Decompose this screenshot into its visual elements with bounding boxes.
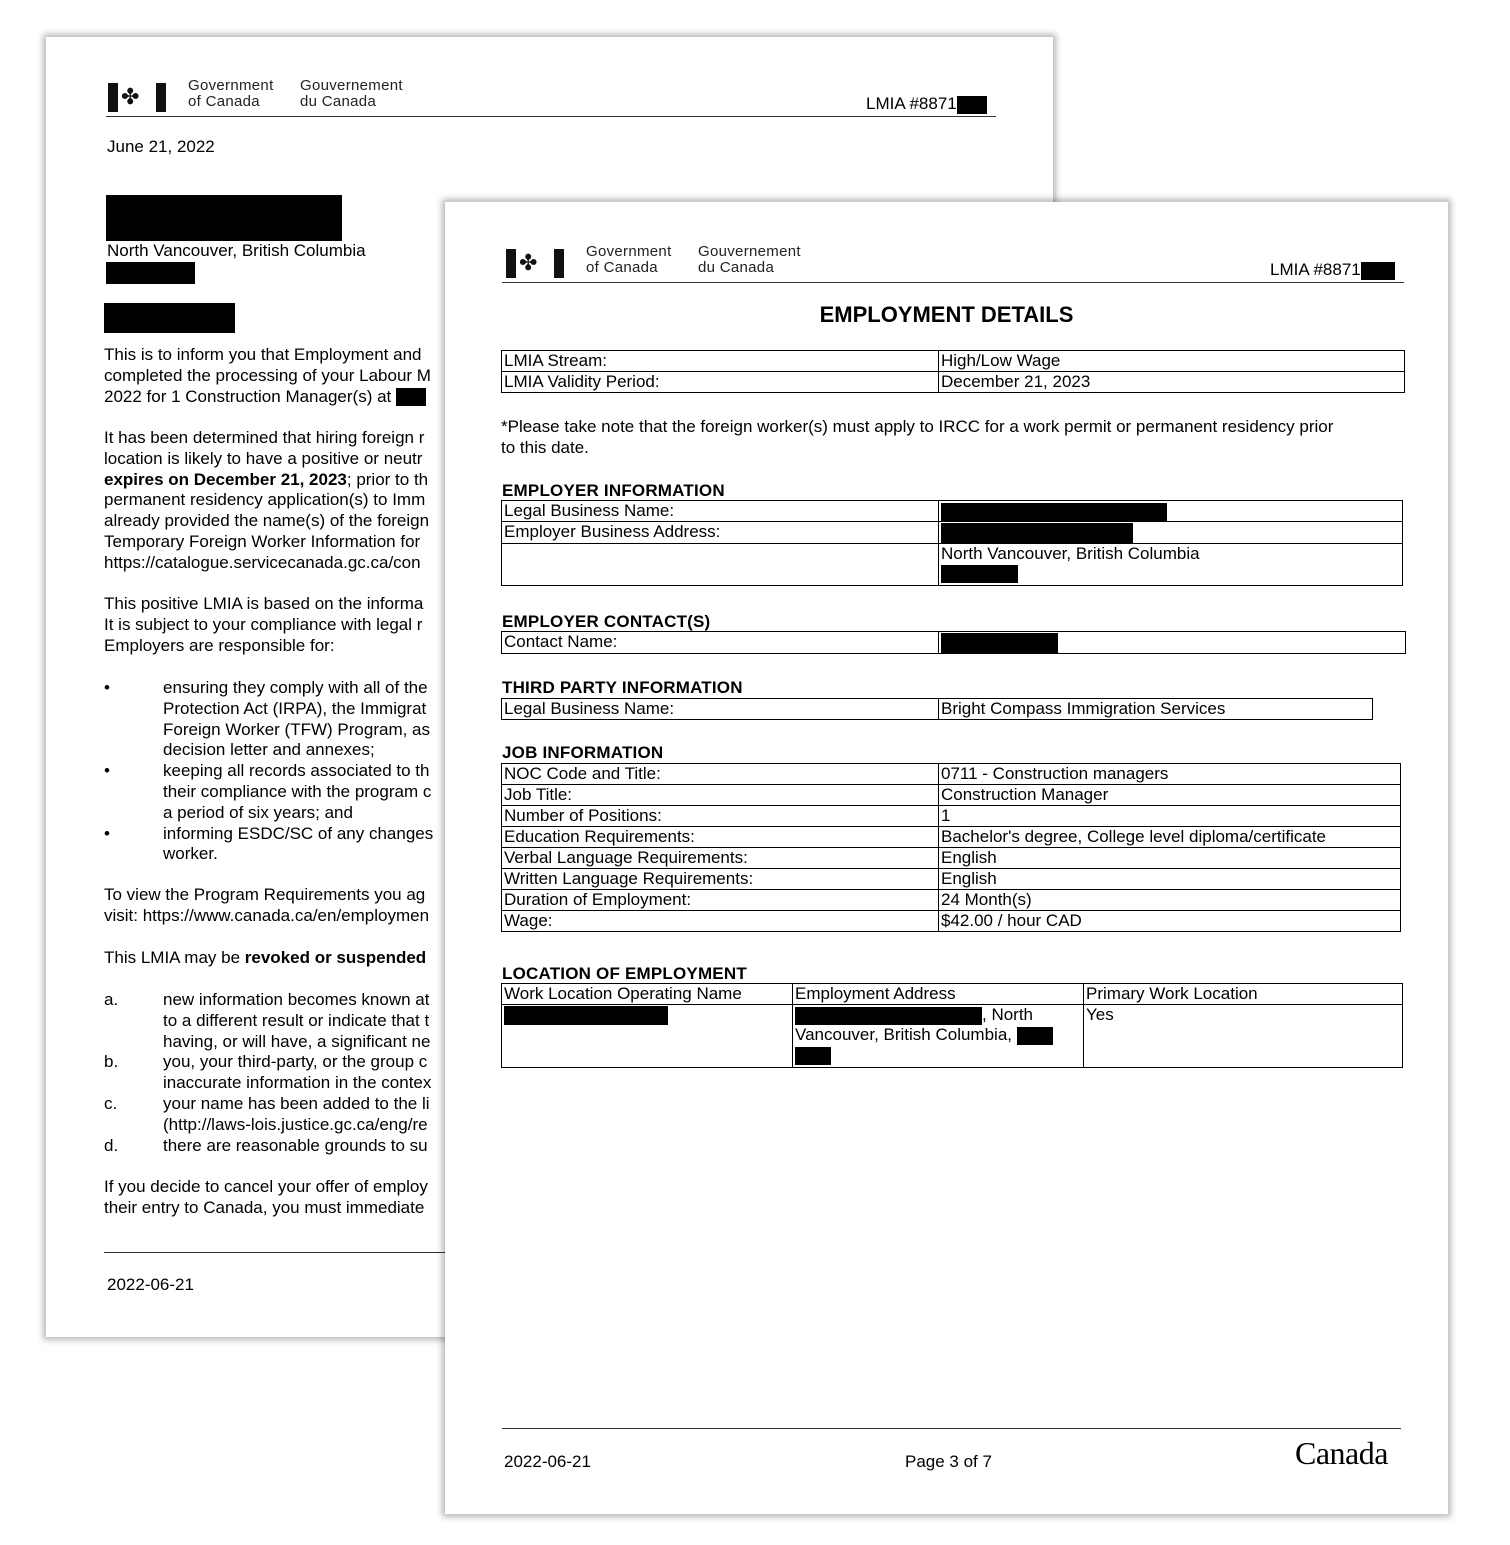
redaction [941, 633, 1058, 653]
redaction [104, 303, 235, 333]
contact-heading: EMPLOYER CONTACT(S) [502, 612, 711, 631]
maple-leaf-icon: ✤ [519, 250, 538, 275]
job-value: English [939, 848, 1401, 869]
redaction [504, 1006, 668, 1025]
job-heading: JOB INFORMATION [502, 743, 664, 762]
paragraph-6: If you decide to cancel your offer of employ their entry to Canada, you must immediate [104, 1177, 428, 1217]
job-value: English [939, 869, 1401, 890]
job-label: Wage: [502, 911, 939, 932]
loc-operating-name [502, 1005, 793, 1068]
employer-address-city: North Vancouver, British Columbia [939, 543, 1403, 585]
job-table [501, 763, 1401, 932]
gov-fr-text: Gouvernement du Canada [698, 243, 801, 276]
flag-bar-right [156, 83, 166, 112]
maple-leaf-icon: ✤ [121, 84, 140, 109]
gov-en-text: Government of Canada [586, 243, 672, 276]
third-party-table [501, 698, 1373, 720]
third-party-value: Bright Compass Immigration Services [939, 699, 1373, 720]
redaction [941, 523, 1133, 543]
paragraph-2: It has been determined that hiring foreign r location is likely to have a positive or neutr expires on December 21, 2023; prior to th permanent residency application(s) to Imm already provided the name(s) of the foreign Temporary Foreign Worker Information for https://catalogue.servicecanada.gc.ca/con [104, 428, 430, 572]
redaction [1017, 1027, 1053, 1045]
flag-bar-left [108, 83, 118, 112]
header-rule [502, 282, 1404, 283]
footer-rule [502, 1428, 1401, 1429]
legal-name-value [939, 501, 1403, 522]
note: *Please take note that the foreign worker(s) must apply to IRCC for a work permit or permanent residency prior to this date. [501, 417, 1334, 457]
redaction [106, 262, 195, 284]
footer-date: 2022-06-21 [504, 1452, 591, 1471]
lettered-list: a. new information becomes known at to a different result or indicate that t having, or will have, a significant ne b. you, your third-party, or the group c inaccurate information in the contex c. your name has been added to the li (http://laws-lois.justice.gc.ca/eng/re d. there are reasonable grounds to su [104, 990, 432, 1155]
table-row [502, 764, 1401, 785]
paragraph-4: To view the Program Requirements you ag visit: https://www.canada.ca/en/employmen [104, 885, 430, 925]
gov-en-text: Government of Canada [188, 77, 274, 110]
redaction [396, 388, 426, 406]
job-value: 24 Month(s) [939, 890, 1401, 911]
loc-primary: Yes [1084, 1005, 1403, 1068]
legal-name-label: Legal Business Name: [502, 501, 939, 522]
validity-value: December 21, 2023 [939, 372, 1405, 393]
stream-value: High/Low Wage [939, 351, 1405, 372]
job-value: 1 [939, 806, 1401, 827]
job-value: $42.00 / hour CAD [939, 911, 1401, 932]
flag-bar-left [506, 249, 516, 278]
gov-fr-text: Gouvernement du Canada [300, 77, 403, 110]
third-party-heading: THIRD PARTY INFORMATION [502, 678, 743, 697]
flag-bar-right [554, 249, 564, 278]
job-label: Written Language Requirements: [502, 869, 939, 890]
redaction [941, 565, 1018, 583]
table-row [502, 848, 1401, 869]
lmia-summary-table [501, 350, 1405, 393]
loc-col-primary: Primary Work Location [1084, 984, 1403, 1005]
loc-address: , North Vancouver, British Columbia, [793, 1005, 1084, 1068]
address-city: North Vancouver, British Columbia [107, 241, 366, 260]
job-label: NOC Code and Title: [502, 764, 939, 785]
employer-address-label: Employer Business Address: [502, 522, 939, 544]
bullet-list: • ensuring they comply with all of the Protection Act (IRPA), the Immigrat Foreign Worker (TFW) Program, as decision letter and annexes; • keeping all records associated to th their compliance with the program c a period of six years; and • informing ESDC/SC of any changes worker. [104, 678, 434, 864]
table-row [502, 827, 1401, 848]
employer-address-street [939, 522, 1403, 544]
paragraph-5: This LMIA may be revoked or suspended [104, 948, 427, 967]
job-value: 0711 - Construction managers [939, 764, 1401, 785]
stream-label: LMIA Stream: [502, 351, 939, 372]
loc-col-operating-name: Work Location Operating Name [502, 984, 793, 1005]
contact-table [501, 631, 1406, 654]
front-page [445, 202, 1448, 1514]
redaction [1361, 262, 1395, 280]
job-label: Education Requirements: [502, 827, 939, 848]
job-label: Duration of Employment: [502, 890, 939, 911]
header-rule [106, 116, 996, 117]
location-table [501, 983, 1403, 1068]
employer-table [501, 500, 1403, 586]
redaction [795, 1007, 982, 1025]
contact-label: Contact Name: [502, 632, 939, 654]
job-value: Bachelor's degree, College level diploma/certificate [939, 827, 1401, 848]
table-row [502, 911, 1401, 932]
empty-cell [502, 543, 939, 585]
loc-col-address: Employment Address [793, 984, 1084, 1005]
contact-value [939, 632, 1406, 654]
redaction [941, 503, 1167, 521]
table-row [502, 806, 1401, 827]
paragraph-3: This positive LMIA is based on the informa It is subject to your compliance with legal r Employers are responsible for: [104, 594, 424, 655]
table-row [502, 890, 1401, 911]
table-row [502, 869, 1401, 890]
validity-label: LMIA Validity Period: [502, 372, 939, 393]
page-title: EMPLOYMENT DETAILS [819, 302, 1074, 327]
letter-date: June 21, 2022 [107, 137, 215, 156]
canada-wordmark: Canada [1295, 1435, 1388, 1471]
redaction [795, 1047, 831, 1065]
lmia-number: LMIA #8871 [1270, 260, 1395, 280]
job-label: Number of Positions: [502, 806, 939, 827]
paragraph-1: This is to inform you that Employment and completed the processing of your Labour M 2022 for 1 Construction Manager(s) at [104, 345, 431, 406]
redaction [106, 195, 342, 241]
employer-heading: EMPLOYER INFORMATION [502, 481, 725, 500]
page-number: Page 3 of 7 [905, 1452, 992, 1471]
job-label: Verbal Language Requirements: [502, 848, 939, 869]
redaction [957, 96, 987, 114]
job-value: Construction Manager [939, 785, 1401, 806]
footer-date: 2022-06-21 [107, 1275, 194, 1294]
third-party-label: Legal Business Name: [502, 699, 939, 720]
job-label: Job Title: [502, 785, 939, 806]
lmia-number: LMIA #8871 [866, 94, 987, 114]
table-row [502, 785, 1401, 806]
location-heading: LOCATION OF EMPLOYMENT [502, 964, 747, 983]
